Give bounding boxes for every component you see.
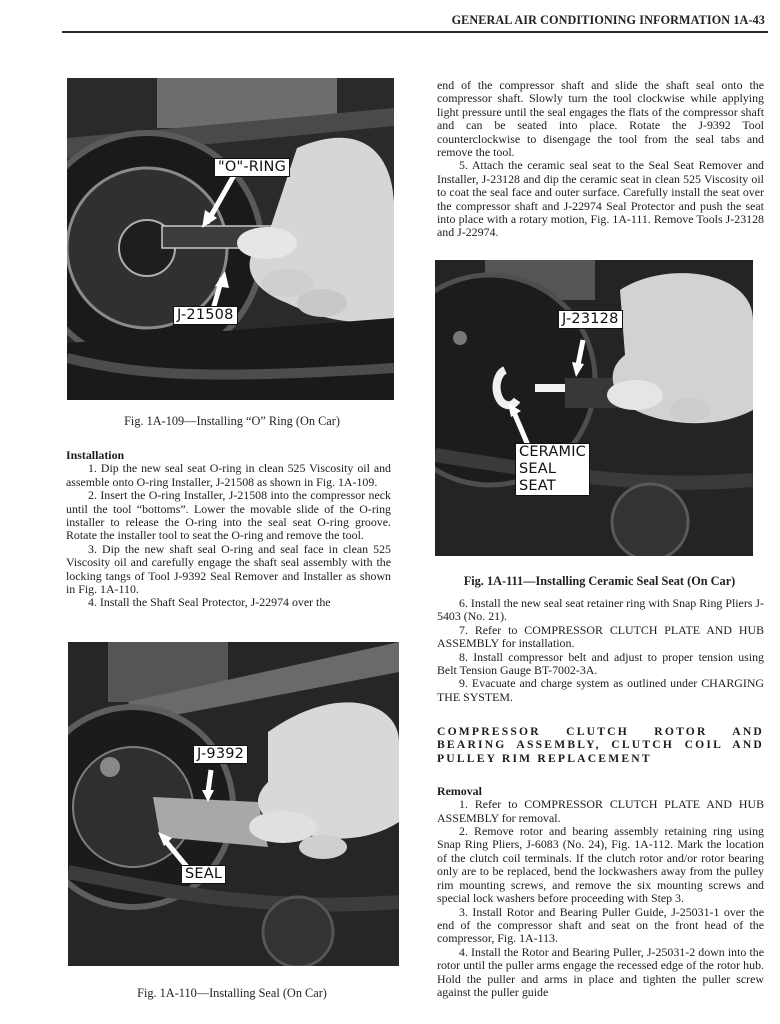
paragraph: 4. Install the Shaft Seal Protector, J-22974 over the bbox=[88, 595, 331, 610]
paragraph: 1. Refer to COMPRESSOR CLUTCH PLATE AND HUB ASSEMBLY for removal. bbox=[437, 797, 764, 825]
callout-line: SEAL bbox=[519, 461, 557, 477]
figure-1a-109-photo bbox=[67, 78, 394, 400]
subheading-installation: Installation bbox=[66, 448, 125, 462]
paragraph: end of the compressor shaft and slide the shaft seal onto the compressor shaft. Slowly turn the tool clockwise while applying light pressure until the seal engages the flats of the compressor shaft and can be seated into place. Rotate the J-9392 Tool counterclockwise to disengage the tool from the seal tabs and remove the tool. bbox=[437, 78, 764, 160]
paragraph: 7. Refer to COMPRESSOR CLUTCH PLATE AND HUB ASSEMBLY for installation. bbox=[437, 622, 764, 651]
callout-ceramic-seal-seat bbox=[515, 443, 590, 496]
callout-j-21508: J-21508 bbox=[173, 306, 238, 325]
photo-o-ring-install bbox=[67, 78, 394, 400]
paragraph: 6. Install the new seal seat retainer ring with Snap Ring Pliers J-5403 (No. 21). bbox=[437, 596, 764, 624]
callout-j-9392: J-9392 bbox=[193, 745, 248, 764]
photo-ceramic-seal-seat bbox=[435, 260, 753, 556]
callout-j-23128: J-23128 bbox=[558, 310, 623, 329]
paragraph: 2. Insert the O-ring Installer, J-21508 into the compressor neck until the tool “bottoms”. Lower the movable slide of the O-ring installer to release the O-ring into the seal seat O-ring groove. Rotate the installer tool to seat the O-ring and remove the tool. bbox=[66, 488, 391, 543]
paragraph: 3. Dip the new shaft seal O-ring and seal face in clean 525 Viscosity oil and carefully engage the shaft seal assembly with the locking tangs of Tool J-9392 Seal Remover and Installer as shown in Fig. 1A-110. bbox=[66, 541, 391, 597]
figure-caption: Fig. 1A-110—Installing Seal (On Car) bbox=[137, 986, 327, 1000]
paragraph: 5. Attach the ceramic seal seat to the Seal Seat Remover and Installer, J-23128 and dip the ceramic seat in clean 525 Viscosity oil to coat the seal face and outer surface. Carefully install the seat over the compressor shaft and J-22974 Seal Protector and push the seat into place with a rotary motion, Fig. 1A-111. Remove Tools J-23128 and J-22974. bbox=[437, 158, 764, 240]
paragraph: 1. Dip the new seal seat O-ring in clean 525 Viscosity oil and assemble onto O-ring Installer, J-21508 as shown in Fig. 1A-109. bbox=[66, 461, 391, 489]
paragraph: 3. Install Rotor and Bearing Puller Guide, J-25031-1 over the end of the compressor shaft and seat on the front head of the compressor, Fig. 1A-113. bbox=[437, 904, 764, 946]
header-rule bbox=[62, 31, 768, 33]
callout-o-ring: "O"-RING bbox=[214, 158, 290, 177]
callout-seal: SEAL bbox=[181, 865, 226, 884]
running-head: GENERAL AIR CONDITIONING INFORMATION 1A-43 bbox=[451, 13, 765, 27]
photo-seal-install bbox=[68, 642, 399, 966]
callout-line: CERAMIC bbox=[519, 444, 587, 460]
paragraph: 2. Remove rotor and bearing assembly retaining ring using Snap Ring Pliers, J-6083 (No. 24), Fig. 1A-112. Mark the location of the clutch coil terminals. If the clutch rotor and/or rotor bearing only are to be replaced, bend the lockwashers away from the pulley rim mounting screws, and remove the six mounting screws and special lock washers before proceeding with Step 3. bbox=[437, 824, 764, 906]
paragraph: 9. Evacuate and charge system as outlined under CHARGING THE SYSTEM. bbox=[437, 676, 764, 704]
figure-1a-111-photo bbox=[435, 260, 753, 556]
figure-caption: Fig. 1A-109—Installing “O” Ring (On Car) bbox=[124, 414, 340, 428]
figure-1a-110-photo bbox=[68, 642, 399, 966]
callout-line: SEAT bbox=[519, 478, 556, 494]
paragraph: 4. Install the Rotor and Bearing Puller, J-25031-2 down into the rotor until the puller arms engage the recessed edge of the rotor hub. Hold the puller and arms in place and tighten the puller screw against the puller guide bbox=[437, 944, 764, 999]
subheading-removal: Removal bbox=[437, 783, 482, 798]
right-column-text-bottom bbox=[437, 597, 764, 999]
left-column-text bbox=[66, 447, 391, 610]
figure-caption: Fig. 1A-111—Installing Ceramic Seal Seat (On Car) bbox=[463, 574, 736, 588]
section-heading: COMPRESSOR CLUTCH ROTOR AND BEARING ASSEMBLY, CLUTCH COIL AND PULLEY RIM REPLACEMENT bbox=[437, 725, 764, 765]
paragraph: 8. Install compressor belt and adjust to proper tension using Belt Tension Gauge BT-7002-3A. bbox=[437, 649, 764, 678]
right-column-text-top bbox=[437, 79, 764, 240]
